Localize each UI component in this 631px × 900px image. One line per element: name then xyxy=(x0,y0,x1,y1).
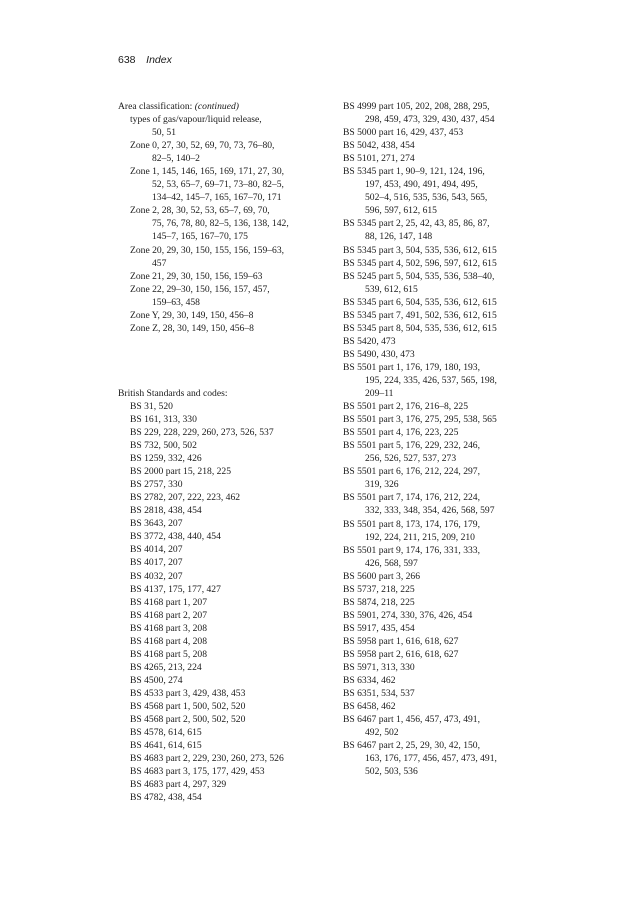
index-line: BS 4168 part 4, 208 xyxy=(130,635,208,647)
index-line: BS 4683 part 3, 175, 177, 429, 453 xyxy=(130,766,265,778)
index-line: BS 5501 part 3, 176, 275, 295, 538, 565 xyxy=(343,414,497,426)
index-line: BS 6351, 534, 537 xyxy=(343,688,415,700)
area-classification-entries xyxy=(118,113,340,335)
index-line: Zone 2, 28, 30, 52, 53, 65–7, 69, 70, xyxy=(130,205,270,217)
index-line: 192, 224, 211, 215, 209, 210 xyxy=(365,531,475,543)
index-line: BS 4265, 213, 224 xyxy=(130,661,202,673)
index-line: 197, 453, 490, 491, 494, 495, xyxy=(365,179,478,191)
index-line: BS 5501 part 1, 176, 179, 180, 193, xyxy=(343,361,480,373)
right-column xyxy=(343,100,573,778)
index-line: BS 3643, 207 xyxy=(130,518,183,530)
index-line: 457 xyxy=(152,257,167,269)
index-line: BS 5958 part 1, 616, 618, 627 xyxy=(343,635,459,647)
british-standards-heading: British Standards and codes: xyxy=(118,387,228,399)
british-standards-entries xyxy=(118,400,340,804)
index-line: Zone Z, 28, 30, 149, 150, 456–8 xyxy=(130,322,254,334)
left-column xyxy=(118,100,340,804)
index-line: 163, 176, 177, 456, 457, 473, 491, xyxy=(365,753,497,765)
index-line: BS 5345 part 6, 504, 535, 536, 612, 615 xyxy=(343,296,497,308)
index-line: BS 4683 part 4, 297, 329 xyxy=(130,779,227,791)
index-line: BS 4137, 175, 177, 427 xyxy=(130,583,221,595)
index-line: 52, 53, 65–7, 69–71, 73–80, 82–5, xyxy=(152,179,284,191)
index-line: BS 4032, 207 xyxy=(130,570,183,582)
index-line: BS 5420, 473 xyxy=(343,335,396,347)
index-line: Zone 22, 29–30, 150, 156, 157, 457, xyxy=(130,283,270,295)
index-line: BS 4168 part 5, 208 xyxy=(130,648,208,660)
running-title: Index xyxy=(146,54,172,66)
running-head xyxy=(118,54,172,66)
index-line: BS 5345 part 8, 504, 535, 536, 612, 615 xyxy=(343,322,497,334)
index-line: types of gas/vapour/liquid release, xyxy=(130,114,262,126)
index-line: BS 5345 part 2, 25, 42, 43, 85, 86, 87, xyxy=(343,218,490,230)
index-line: 256, 526, 527, 537, 273 xyxy=(365,453,457,465)
index-line: Zone 1, 145, 146, 165, 169, 171, 27, 30, xyxy=(130,166,285,178)
index-line: BS 5101, 271, 274 xyxy=(343,153,415,165)
index-line: BS 4168 part 1, 207 xyxy=(130,596,208,608)
index-line: Zone 0, 27, 30, 52, 69, 70, 73, 76–80, xyxy=(130,140,275,152)
heading-text: Area classification: xyxy=(118,101,195,112)
index-line: BS 6467 part 1, 456, 457, 473, 491, xyxy=(343,714,480,726)
index-line: BS 5501 part 4, 176, 223, 225 xyxy=(343,427,459,439)
index-line: BS 5345 part 4, 502, 596, 597, 612, 615 xyxy=(343,257,497,269)
index-line: BS 2818, 438, 454 xyxy=(130,505,202,517)
index-line: BS 5501 part 5, 176, 229, 232, 246, xyxy=(343,440,480,452)
index-line: Zone 20, 29, 30, 150, 155, 156, 159–63, xyxy=(130,244,285,256)
index-line: 209–11 xyxy=(365,388,394,400)
index-line: BS 4168 part 2, 207 xyxy=(130,609,208,621)
index-line: BS 2000 part 15, 218, 225 xyxy=(130,466,232,478)
index-line: 319, 326 xyxy=(365,479,399,491)
index-line: 195, 224, 335, 426, 537, 565, 198, xyxy=(365,374,497,386)
index-line: BS 5958 part 2, 616, 618, 627 xyxy=(343,648,459,660)
index-line: 596, 597, 612, 615 xyxy=(365,205,437,217)
index-line: 502, 503, 536 xyxy=(365,766,418,778)
continued-label: (continued) xyxy=(194,101,239,112)
index-line: BS 5245 part 5, 504, 535, 536, 538–40, xyxy=(343,270,495,282)
index-line: 159–63, 458 xyxy=(152,296,200,308)
index-line: BS 732, 500, 502 xyxy=(130,440,197,452)
page-number: 638 xyxy=(118,54,136,66)
index-line: 134–42, 145–7, 165, 167–70, 171 xyxy=(152,192,282,204)
index-line: BS 5345 part 1, 90–9, 121, 124, 196, xyxy=(343,166,485,178)
index-line: 332, 333, 348, 354, 426, 568, 597 xyxy=(365,505,495,517)
index-line: BS 4578, 614, 615 xyxy=(130,727,202,739)
index-line: BS 2782, 207, 222, 223, 462 xyxy=(130,492,241,504)
area-classification-heading xyxy=(118,100,340,113)
index-line: 88, 126, 147, 148 xyxy=(365,231,433,243)
index-line: BS 5874, 218, 225 xyxy=(343,596,415,608)
index-line: BS 5737, 218, 225 xyxy=(343,583,415,595)
index-line: 426, 568, 597 xyxy=(365,557,418,569)
index-line: BS 4999 part 105, 202, 208, 288, 295, xyxy=(343,101,490,112)
index-line: BS 6467 part 2, 25, 29, 30, 42, 150, xyxy=(343,740,480,752)
index-line: BS 4568 part 2, 500, 502, 520 xyxy=(130,714,246,726)
index-line: 75, 76, 78, 80, 82–5, 136, 138, 142, xyxy=(152,218,289,230)
index-line: BS 5901, 274, 330, 376, 426, 454 xyxy=(343,609,473,621)
index-line: BS 4168 part 3, 208 xyxy=(130,622,208,634)
index-line: BS 6458, 462 xyxy=(343,701,396,713)
index-line: BS 4533 part 3, 429, 438, 453 xyxy=(130,687,246,699)
index-line: BS 5501 part 7, 174, 176, 212, 224, xyxy=(343,492,480,504)
index-line: 145–7, 165, 167–70, 175 xyxy=(152,231,248,243)
index-line: Zone Y, 29, 30, 149, 150, 456–8 xyxy=(130,309,254,321)
index-line: 82–5, 140–2 xyxy=(152,153,200,165)
index-line: 539, 612, 615 xyxy=(365,283,418,295)
index-line: BS 3772, 438, 440, 454 xyxy=(130,531,221,543)
index-line: BS 5042, 438, 454 xyxy=(343,140,415,152)
index-line: BS 5501 part 2, 176, 216–8, 225 xyxy=(343,401,468,413)
index-line: BS 5501 part 8, 173, 174, 176, 179, xyxy=(343,518,480,530)
index-line: 298, 459, 473, 329, 430, 437, 454 xyxy=(365,114,495,126)
index-line: BS 4641, 614, 615 xyxy=(130,740,202,752)
british-standards-entries-continued xyxy=(343,100,573,778)
index-line: BS 6334, 462 xyxy=(343,675,396,687)
index-line: BS 4782, 438, 454 xyxy=(130,792,202,804)
index-line: BS 1259, 332, 426 xyxy=(130,453,202,465)
index-line: BS 5345 part 3, 504, 535, 536, 612, 615 xyxy=(343,244,497,256)
index-line: BS 161, 313, 330 xyxy=(130,413,197,425)
index-line: BS 4568 part 1, 500, 502, 520 xyxy=(130,700,246,712)
index-line: Zone 21, 29, 30, 150, 156, 159–63 xyxy=(130,270,263,282)
index-line: BS 4017, 207 xyxy=(130,557,183,569)
index-line: BS 2757, 330 xyxy=(130,479,183,491)
index-line: BS 5501 part 9, 174, 176, 331, 333, xyxy=(343,544,480,556)
section-gap xyxy=(118,335,340,387)
index-line: 502–4, 516, 535, 536, 543, 565, xyxy=(365,192,488,204)
index-line: BS 5490, 430, 473 xyxy=(343,348,415,360)
index-line: BS 4500, 274 xyxy=(130,674,183,686)
index-line: BS 31, 520 xyxy=(130,400,173,412)
index-line: BS 5000 part 16, 429, 437, 453 xyxy=(343,127,464,139)
index-line: BS 5971, 313, 330 xyxy=(343,662,415,674)
index-line: BS 229, 228, 229, 260, 273, 526, 537 xyxy=(130,426,274,438)
index-line: 50, 51 xyxy=(152,127,176,139)
index-line: BS 4014, 207 xyxy=(130,544,183,556)
index-line: BS 4683 part 2, 229, 230, 260, 273, 526 xyxy=(130,753,284,765)
index-line: BS 5345 part 7, 491, 502, 536, 612, 615 xyxy=(343,309,497,321)
index-line: BS 5501 part 6, 176, 212, 224, 297, xyxy=(343,466,480,478)
index-line: BS 5600 part 3, 266 xyxy=(343,570,421,582)
index-line: 492, 502 xyxy=(365,727,399,739)
index-line: BS 5917, 435, 454 xyxy=(343,622,415,634)
